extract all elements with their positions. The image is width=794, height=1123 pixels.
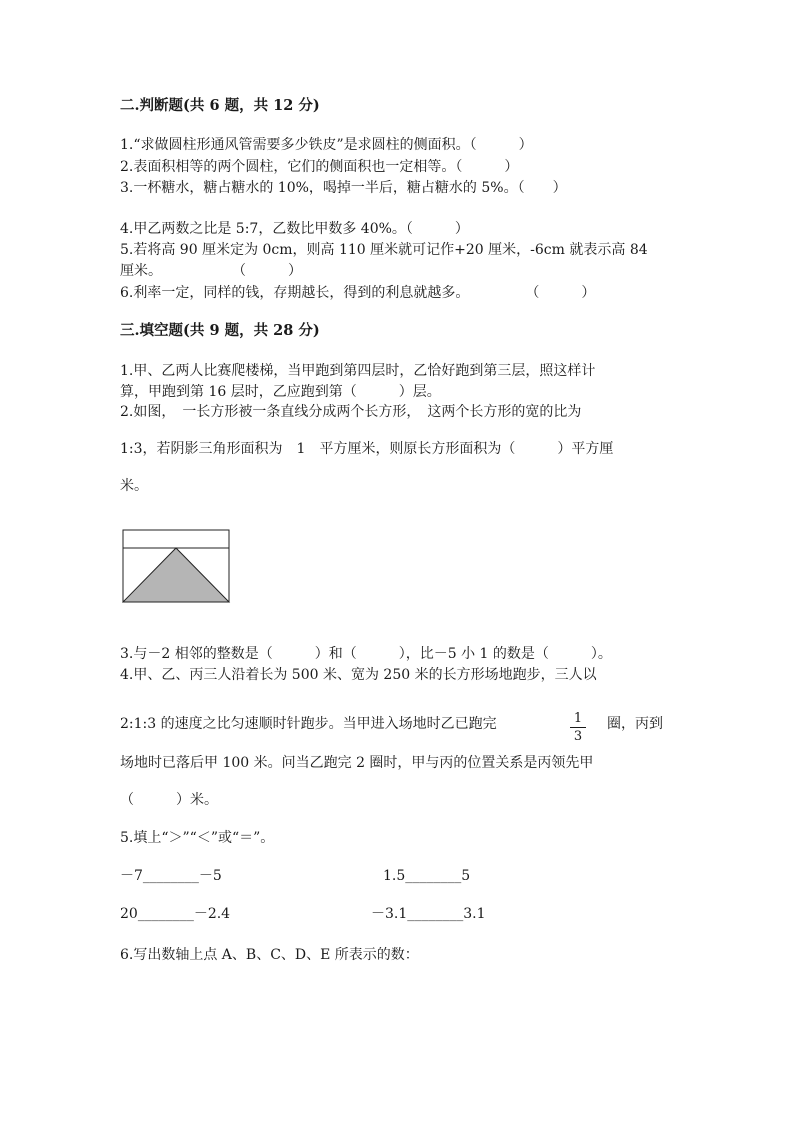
fill-question-4-line-1: 4.甲、乙、丙三人沿着长为 500 米、宽为 250 米的长方形场地跑步，三人以 <box>120 667 597 683</box>
fraction-one-third <box>570 711 586 744</box>
fill-question-3: 3.与－2 相邻的整数是（ ）和（ ），比－5 小 1 的数是（ ）。 <box>120 646 612 662</box>
judge-question-6: 6.利率一定，同样的钱，存期越长，得到的利息就越多。 （ ） <box>120 285 596 301</box>
shaded-triangle <box>123 548 229 602</box>
fill-question-2-line-1: 2.如图， 一长方形被一条直线分成两个长方形， 这两个长方形的宽的比为 <box>120 404 582 420</box>
judge-question-5-line-1: 5.若将高 90 厘米定为 0cm，则高 110 厘米就可记作+20 厘米，-6cm 就表示高 84 <box>120 242 648 258</box>
fill-question-4-line-4: （ ）米。 <box>120 792 218 808</box>
fill-question-1-line-1: 1.甲、乙两人比赛爬楼梯，当甲跑到第四层时，乙恰好跑到第三层，照这样计 <box>120 363 596 379</box>
section-2-heading: 二.判断题(共 6 题，共 12 分) <box>120 97 320 114</box>
judge-question-3: 3.一杯糖水，糖占糖水的 10%，喝掉一半后，糖占糖水的 5%。（ ） <box>120 180 567 196</box>
judge-question-1: 1.“求做圆柱形通风管需要多少铁皮”是求圆柱的侧面积。（ ） <box>120 137 533 153</box>
judge-question-2: 2.表面积相等的两个圆柱，它们的侧面积也一定相等。（ ） <box>120 159 519 175</box>
judge-question-5-line-2: 厘米。 （ ） <box>120 263 302 279</box>
fill-question-6: 6.写出数轴上点 A、B、C、D、E 所表示的数： <box>120 947 419 963</box>
fraction-bar <box>570 727 586 728</box>
fill-question-4-line-3: 场地时已落后甲 100 米。问当乙跑完 2 圈时，甲与丙的位置关系是丙领先甲 <box>120 755 594 771</box>
fill-question-4-line-2b: 圈，丙到 <box>607 716 663 732</box>
fill-question-1-line-2: 算，甲跑到第 16 层时，乙应跑到第（ ）层。 <box>120 384 441 400</box>
compare-item-c: 20________－2.4 <box>120 906 231 922</box>
fill-question-2-line-3: 米。 <box>120 478 148 494</box>
rectangle-triangle-figure <box>122 529 232 605</box>
compare-item-b: 1.5________5 <box>383 868 471 884</box>
fill-question-4-line-2a: 2:1:3 的速度之比匀速顺时针跑步。当甲进入场地时乙已跑完 <box>120 716 497 732</box>
section-3-heading: 三.填空题(共 9 题，共 28 分) <box>120 322 320 339</box>
fraction-numerator: 1 <box>573 711 583 726</box>
fraction-denominator: 3 <box>573 729 583 744</box>
fill-question-5-title: 5.填上“＞”“＜”或“＝”。 <box>120 830 275 846</box>
compare-item-a: －7________－5 <box>120 868 222 884</box>
compare-item-d: －3.1________3.1 <box>371 906 486 922</box>
fill-question-2-line-2: 1:3，若阴影三角形面积为 1 平方厘米，则原长方形面积为（ ）平方厘 <box>120 441 614 457</box>
judge-question-4: 4.甲乙两数之比是 5:7，乙数比甲数多 40%。（ ） <box>120 221 469 237</box>
